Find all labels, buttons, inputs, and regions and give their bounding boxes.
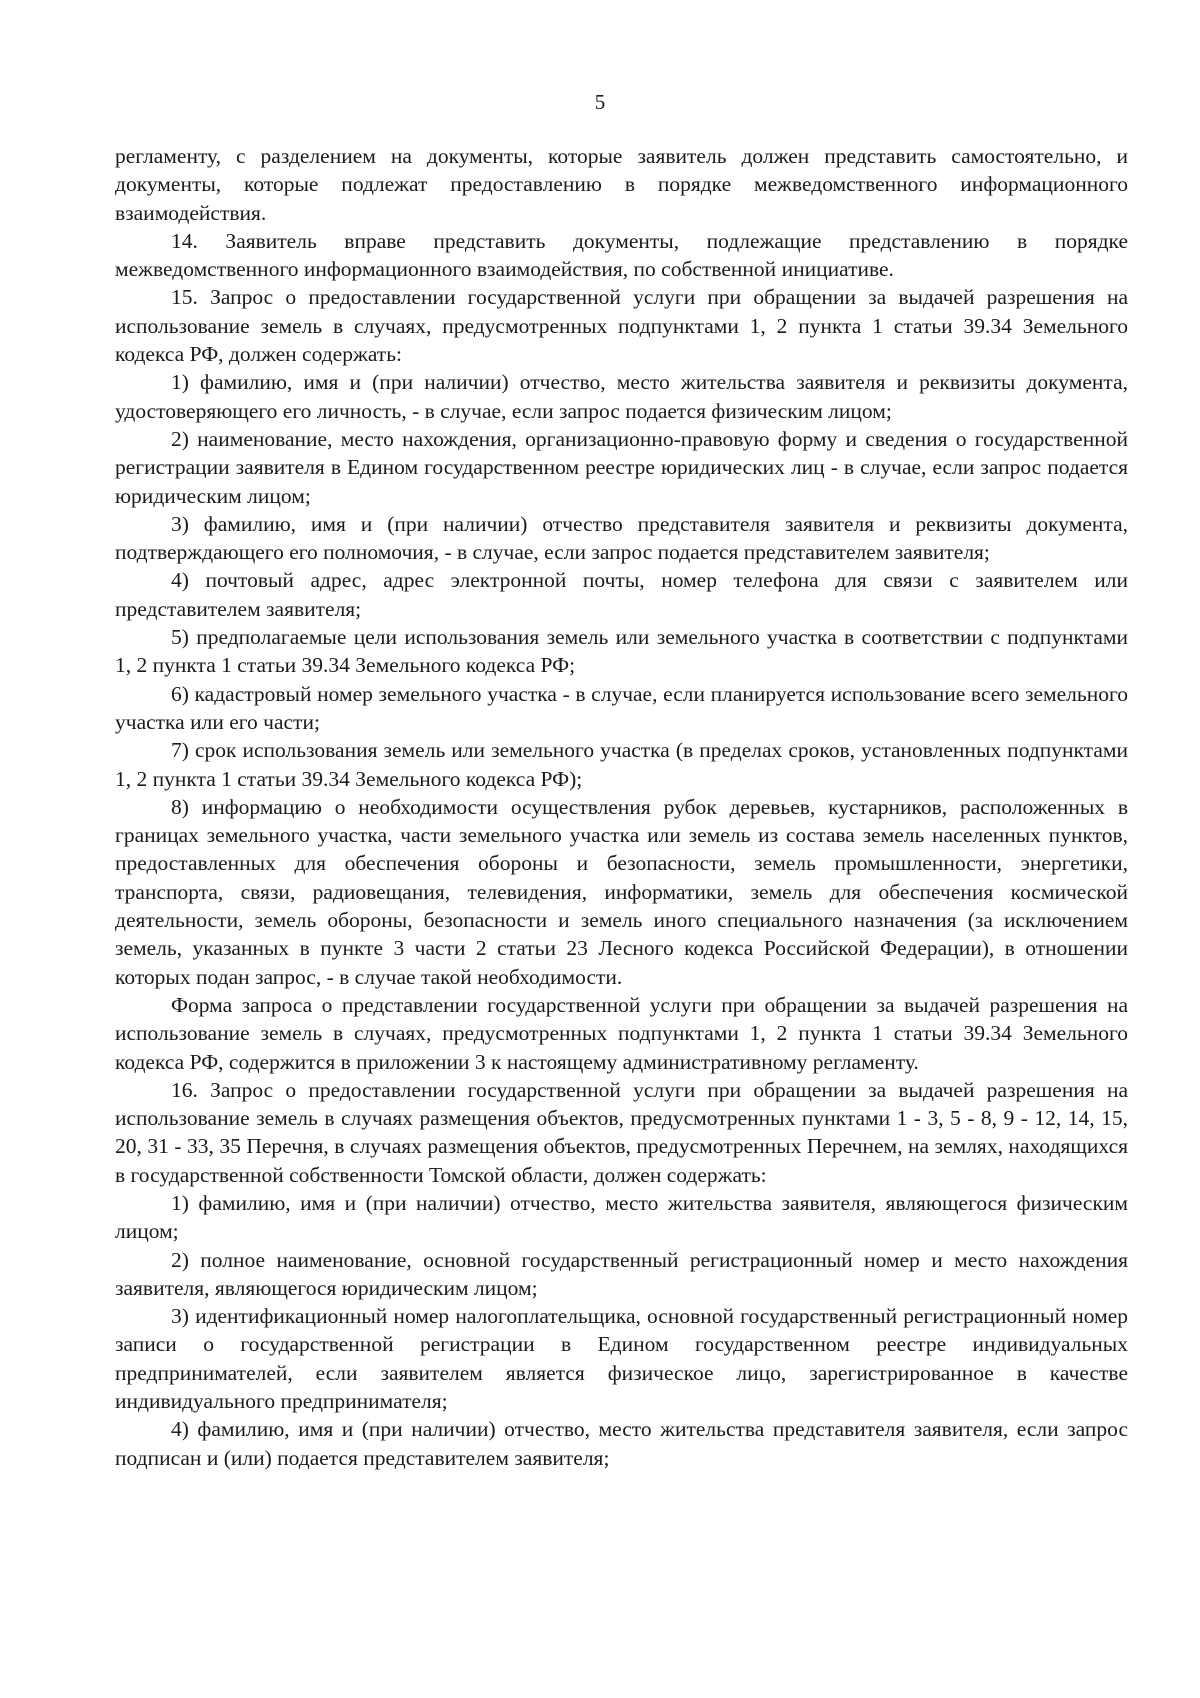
paragraph-15: 15. Запрос о предоставлении государственной услуги при обращении за выдачей разрешения на использование земель в случаях, предусмотренных подпунктами 1, 2 пункта 1 статьи 39.34 Земельного кодекса РФ, должен содержать:	[115, 285, 1128, 367]
list-item-15-1: 1) фамилию, имя и (при наличии) отчество, место жительства заявителя и реквизиты документа, удостоверяющего его личность, - в случае, если запрос подается физическим лицом;	[115, 370, 1128, 423]
list-item-16-4: 4) фамилию, имя и (при наличии) отчество, место жительства представителя заявителя, если запрос подписан и (или) подается представителем заявителя;	[115, 1417, 1128, 1470]
list-item-15-8: 8) информацию о необходимости осуществления рубок деревьев, кустарников, расположенных в границах земельного участка, части земельного участка или земель из состава земель населенных пунктов, предоставленных для обеспечения обороны и безопасности, земель промышленности, энергетики, транспорта, связи, радиовещания, телевидения, информатики, земель для обеспечения космической деятельности, земель обороны, безопасности и земель иного специального назначения (за исключением земель, указанных в пункте 3 части 2 статьи 23 Лесного кодекса Российской Федерации), в отношении которых подан запрос, - в случае такой необходимости.	[115, 794, 1128, 989]
paragraph-continuation: регламенту, с разделением на документы, которые заявитель должен представить самостоятельно, и документы, которые подлежат предоставлению в порядке межведомственного информационного взаимодействия.	[115, 144, 1128, 225]
form-reference-paragraph: Форма запроса о представлении государственной услуги при обращении за выдачей разрешения на использование земель в случаях, предусмотренных подпунктами 1, 2 пункта 1 статьи 39.34 Земельного кодекса РФ, содержится в приложении 3 к настоящему административному регламенту.	[115, 992, 1128, 1074]
list-item-15-7: 7) срок использования земель или земельного участка (в пределах сроков, установленных подпунктами 1, 2 пункта 1 статьи 39.34 Земельного кодекса РФ);	[115, 738, 1128, 791]
page-number: 5	[594, 90, 606, 114]
list-item-15-3: 3) фамилию, имя и (при наличии) отчество представителя заявителя и реквизиты документа, подтверждающего его полномочия, - в случае, если запрос подается представителем заявителя;	[115, 511, 1128, 565]
list-item-15-6: 6) кадастровый номер земельного участка - в случае, если планируется использование всего земельного участка или его части;	[115, 681, 1128, 734]
list-item-15-5: 5) предполагаемые цели использования земель или земельного участка в соответствии с подпунктами 1, 2 пункта 1 статьи 39.34 Земельного кодекса РФ;	[115, 625, 1128, 678]
list-item-16-3: 3) идентификационный номер налогоплательщика, основной государственный регистрационный номер записи о государственной регистрации в Едином государственном реестре индивидуальных предпринимателей, если заявителем является физическое лицо, зарегистрированное в качестве индивидуального предпринимателя;	[115, 1304, 1128, 1414]
document-body	[115, 142, 1128, 1472]
list-item-15-2: 2) наименование, место нахождения, организационно-правовую форму и сведения о государственной регистрации заявителя в Едином государственном реестре юридических лиц - в случае, если запрос подается юридическим лицом;	[115, 426, 1128, 508]
list-item-15-4: 4) почтовый адрес, адрес электронной почты, номер телефона для связи с заявителем или представителем заявителя;	[115, 568, 1128, 621]
paragraph-14: 14. Заявитель вправе представить документы, подлежащие представлению в порядке межведомственного информационного взаимодействия, по собственной инициативе.	[115, 228, 1128, 282]
list-item-16-1: 1) фамилию, имя и (при наличии) отчество, место жительства заявителя, являющегося физическим лицом;	[115, 1190, 1128, 1244]
list-item-16-2: 2) полное наименование, основной государственный регистрационный номер и место нахождения заявителя, являющегося юридическим лицом;	[115, 1247, 1128, 1300]
paragraph-16: 16. Запрос о предоставлении государственной услуги при обращении за выдачей разрешения на использование земель в случаях размещения объектов, предусмотренных пунктами 1 - 3, 5 - 8, 9 - 12, 14, 15, 20, 31 - 33, 35 Перечня, в случаях размещения объектов, предусмотренных Перечнем, на землях, находящихся в государственной собственности Томской области, должен содержать:	[115, 1077, 1128, 1187]
